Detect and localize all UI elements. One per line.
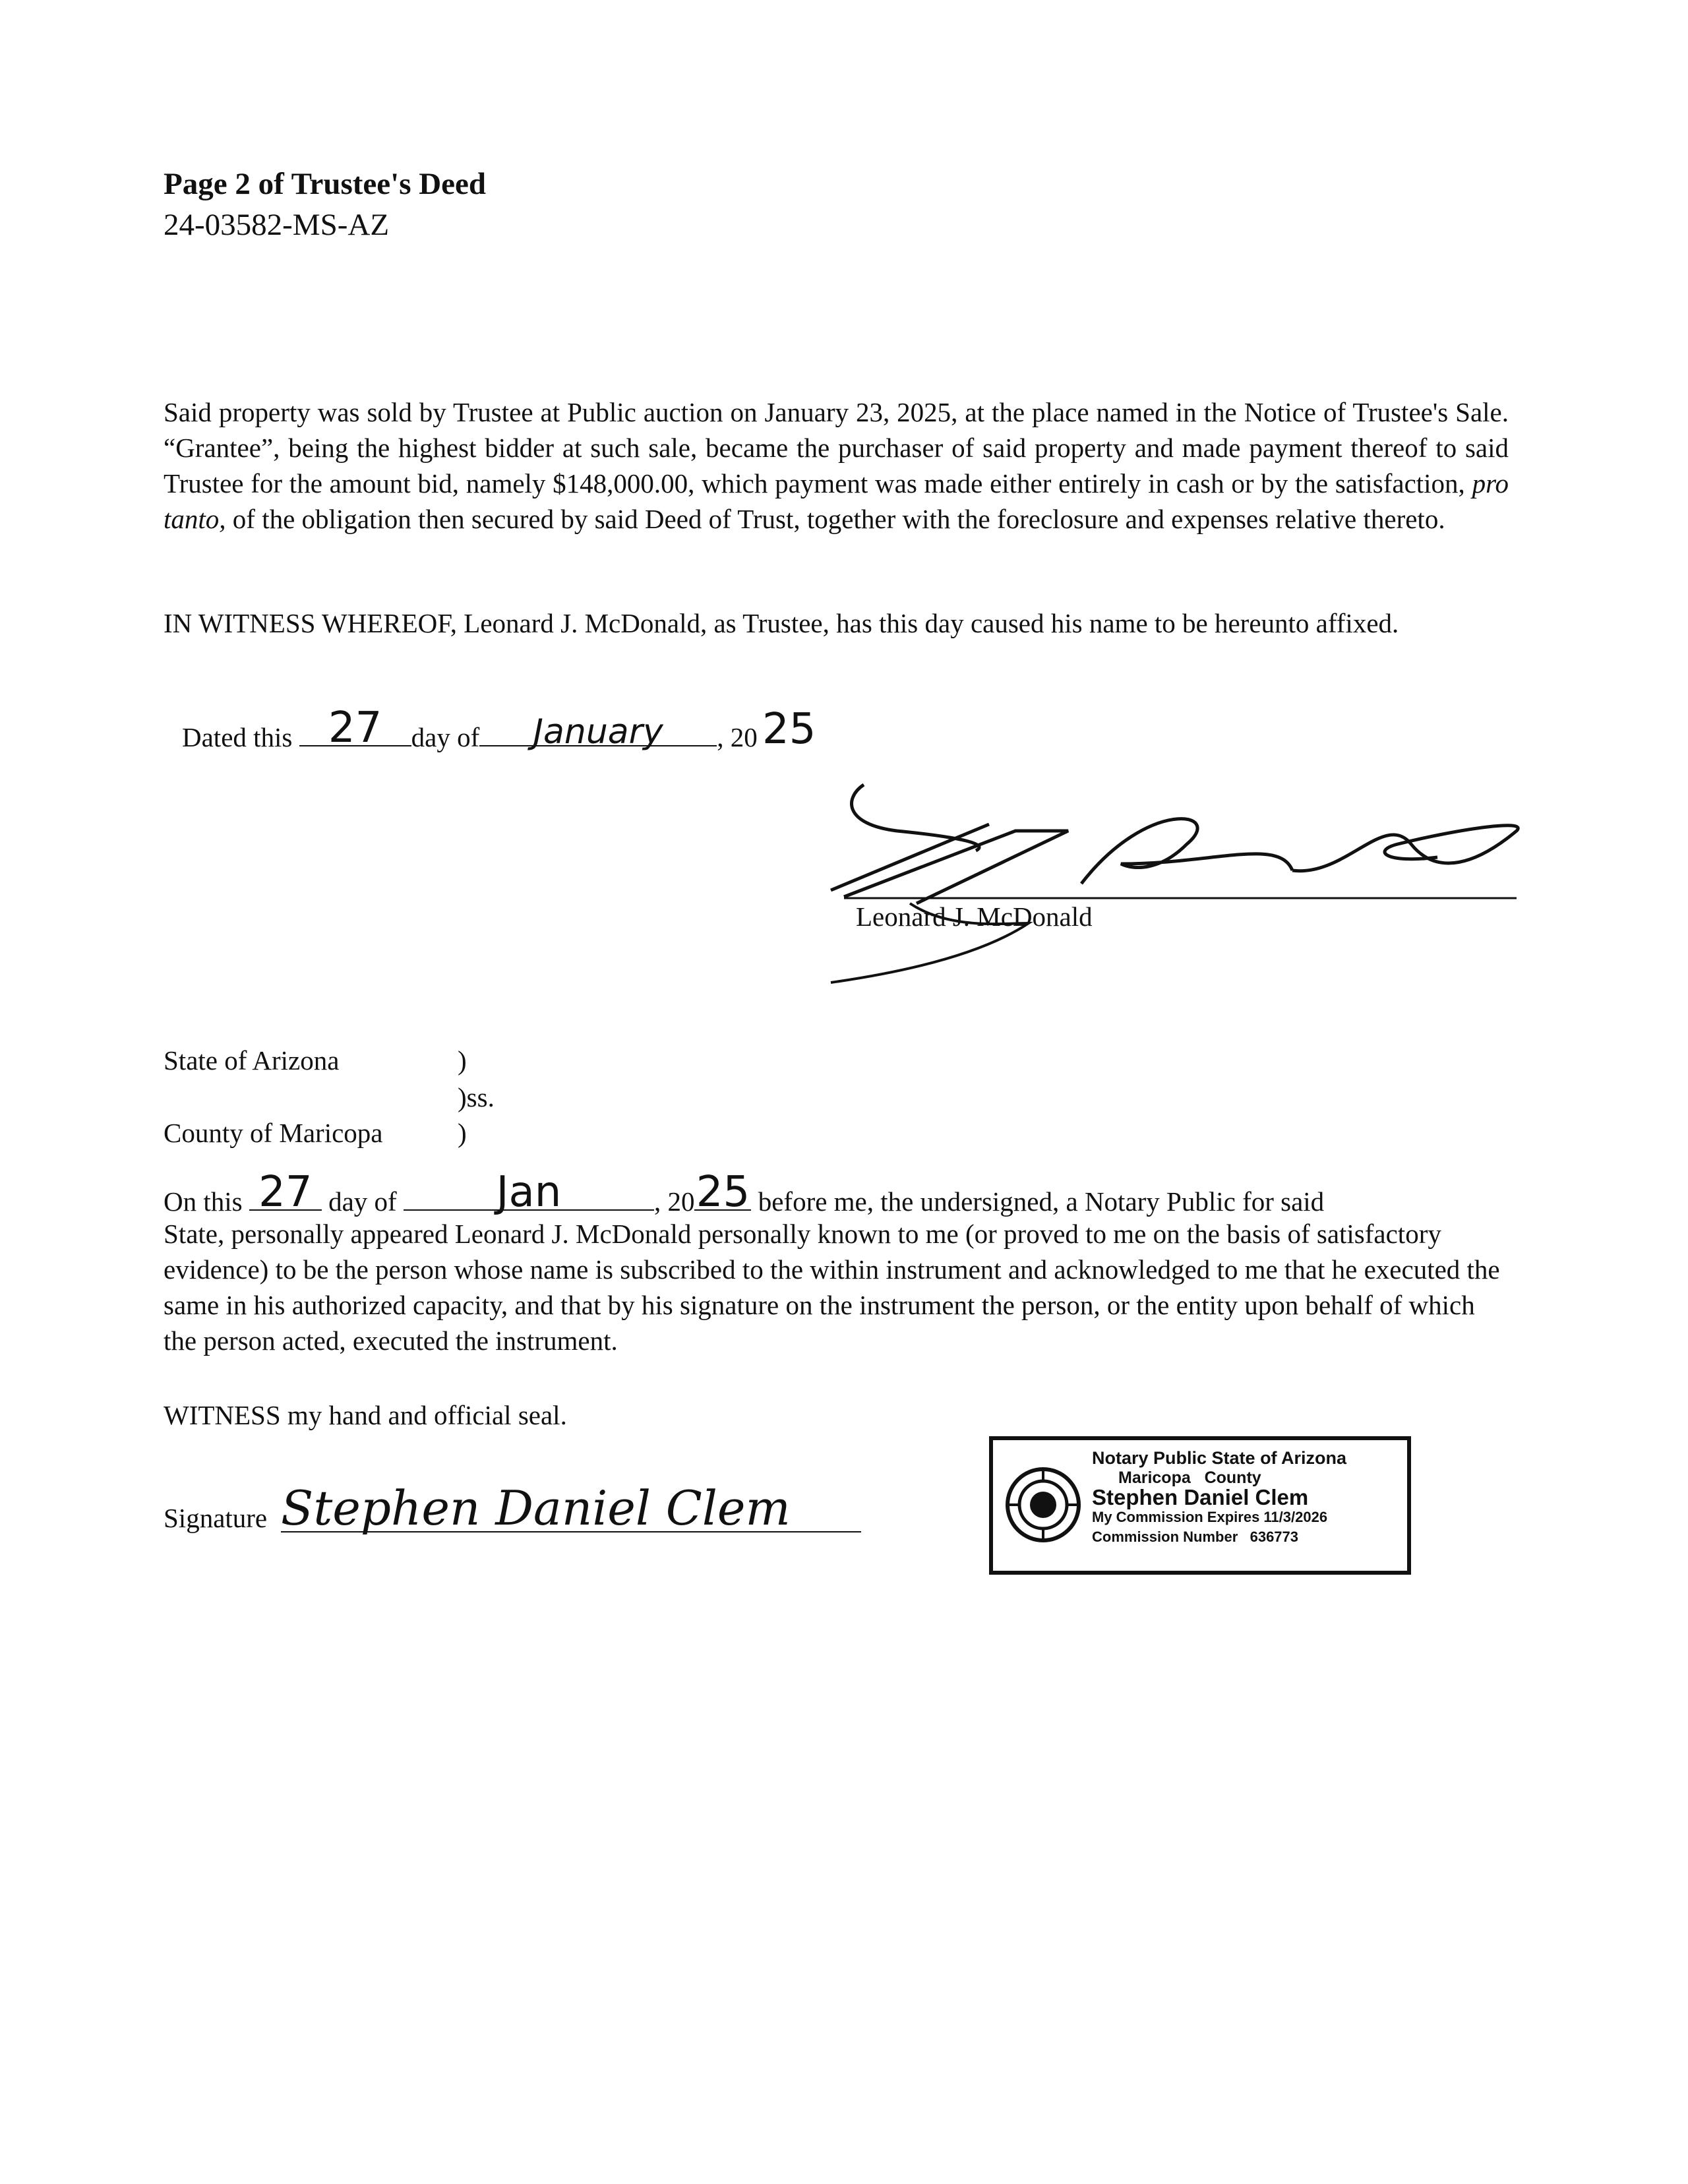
on-this-label: On this xyxy=(164,1186,243,1217)
month-field xyxy=(479,712,717,752)
ack-year-field xyxy=(694,1168,751,1217)
ack-after-date: before me, the undersigned, a Notary Public for said xyxy=(758,1186,1325,1217)
file-number: 24-03582-MS-AZ xyxy=(164,208,390,242)
ack-month-handwritten: Jan xyxy=(496,1168,562,1217)
acknowledgment-date-line xyxy=(164,1168,1325,1217)
ack-day-of-label: day of xyxy=(328,1186,397,1217)
witness-hand-text: WITNESS my hand and official seal. xyxy=(164,1400,567,1430)
venue-paren-bottom: ) xyxy=(458,1118,467,1148)
notary-seal xyxy=(989,1436,1411,1575)
signature-label: Signature xyxy=(164,1503,268,1533)
ack-month-field xyxy=(404,1168,654,1217)
day-handwritten: 27 xyxy=(328,704,382,752)
sale-paragraph xyxy=(164,394,1509,537)
witness-whereof-paragraph: IN WITNESS WHEREOF, Leonard J. McDonald, as Trustee, has this day caused his name to be hereunto affixed. xyxy=(164,608,1399,638)
ack-year-prefix: , 20 xyxy=(653,1186,695,1217)
year-handwritten: 25 xyxy=(762,705,816,754)
sale-text-part2: of the obligation then secured by said Deed of Trust, together with the foreclosure and expenses relative thereto. xyxy=(226,504,1445,534)
dated-line xyxy=(182,704,821,754)
seal-line-3: Stephen Daniel Clem xyxy=(1092,1485,1309,1509)
venue-paren-top: ) xyxy=(458,1045,467,1076)
seal-text xyxy=(1092,1448,1346,1547)
seal-line-1: Notary Public State of Arizona xyxy=(1092,1448,1347,1468)
dated-this-label: Dated this xyxy=(182,722,293,752)
state-seal-icon xyxy=(1005,1467,1081,1543)
venue-ss: )ss. xyxy=(458,1082,495,1112)
seal-line-2: Maricopa County xyxy=(1118,1469,1261,1487)
ack-day-handwritten: 27 xyxy=(258,1168,313,1217)
venue-county: County of Maricopa xyxy=(164,1118,383,1148)
month-handwritten: January xyxy=(533,712,663,752)
notary-signature: Stephen Daniel Clem xyxy=(281,1480,791,1536)
year-prefix-label: , 20 xyxy=(717,722,758,752)
venue-state: State of Arizona xyxy=(164,1045,340,1076)
ack-day-field xyxy=(249,1168,322,1217)
seal-line-4: My Commission Expires 11/3/2026 xyxy=(1092,1509,1328,1525)
trustee-printed-name: Leonard J. McDonald xyxy=(856,901,1093,932)
day-field xyxy=(299,704,411,752)
seal-line-5: Commission Number 636773 xyxy=(1092,1529,1299,1545)
year-field xyxy=(758,705,821,754)
notary-signature-line xyxy=(281,1480,861,1536)
page-title: Page 2 of Trustee's Deed xyxy=(164,167,487,201)
pro-tanto-text: pro tanto, xyxy=(164,468,1509,534)
day-of-label: day of xyxy=(411,722,480,752)
trustee-signature-drawing xyxy=(818,772,1530,996)
ack-year-handwritten: 25 xyxy=(696,1168,750,1217)
sale-text-part1: Said property was sold by Trustee at Public auction on January 23, 2025, at the place named in the Notice of Trustee's Sale. “Grantee”, being the highest bidder at such sale, became the purchaser of said property and made payment thereof to said Trustee for the amount bid, namely $148,000.00, which payment was made either entirely in cash or by the satisfaction, xyxy=(164,397,1509,499)
acknowledgment-body: State, personally appeared Leonard J. McDonald personally known to me (or proved to me on the basis of satisfactory evidence) to be the person whose name is subscribed to the within instrument and acknowledged to me that he executed the same in his authorized capacity, and that by his signature on the instrument the person, or the entity upon behalf of which the person acted, executed the instrument. xyxy=(164,1219,1500,1356)
